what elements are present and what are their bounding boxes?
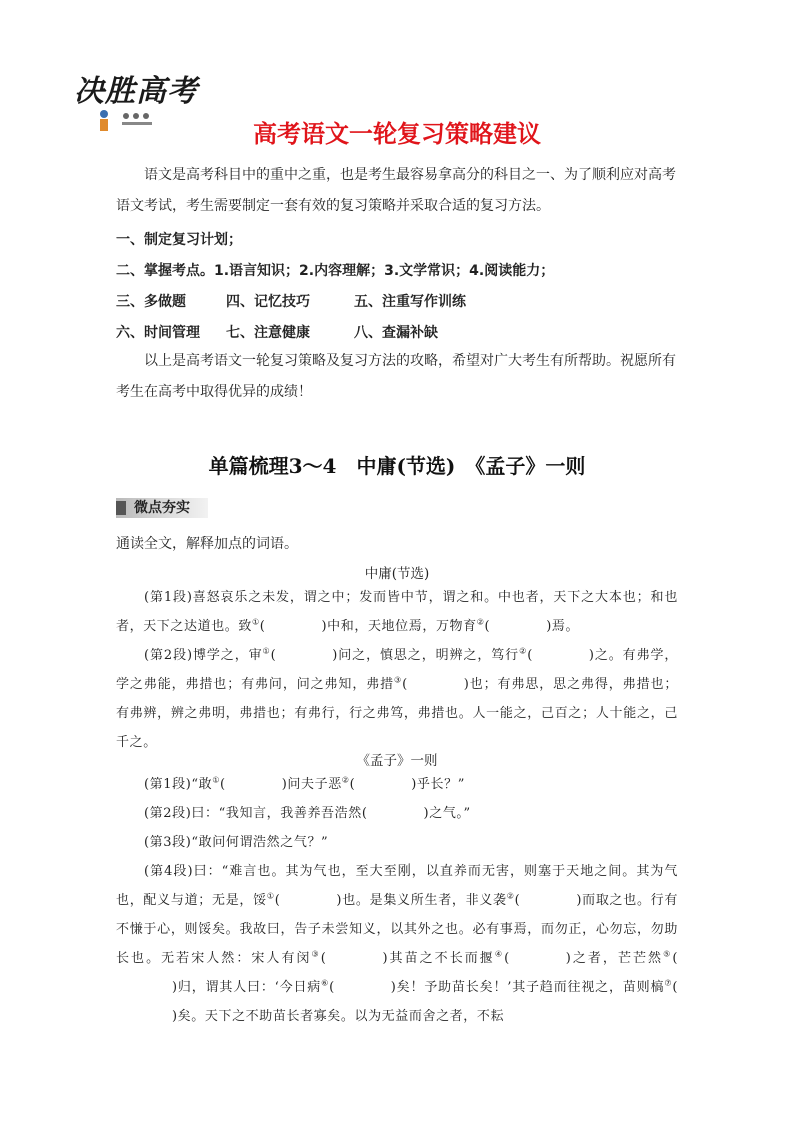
zhongyong-title: 中庸(节选)	[364, 566, 430, 582]
logo-text: 决胜高考	[74, 74, 198, 109]
section-tag	[116, 498, 208, 518]
mengzi-para-2: (第2段)曰：“我知言，我善养吾浩然( )之气。”	[144, 806, 471, 821]
intro-paragraph: 语文是高考科目中的重中之重，也是考生最容易拿高分的科目之一、为了顺利应对高考语文考试，考生需要制定一套有效的复习策略并采取合适的复习方法。	[116, 167, 676, 214]
point-7: 七、注意健康	[226, 325, 310, 341]
instruction: 通读全文，解释加点的词语。	[116, 536, 298, 552]
points-row-3	[116, 291, 466, 311]
tag-marker-icon	[116, 501, 126, 515]
point-5: 五、注重写作训练	[354, 294, 466, 310]
mengzi-para-4: (第4段)曰：“难言也。其为气也，至大至刚，以直养而无害，则塞于天地之间。其为气也，配义与道；无是，馁①( )也。是集义所生者，非义袭②( )而取之也。行有不慊于心，则馁矣。我故曰，告子未尝知义，以其外之也。必有事焉，而勿正，心勿忘，勿助长也。无若宋人然：宋人有闵③( )其苗之不长而揠④( )之者，芒芒然⑤()归，谓其人曰：‘今日病⑥( )矣！予助苗长矣！’其子趋而往视之，苗则槁⑦()矣。天下之不助苗长者寡矣。以为无益而舍之者，不耘	[116, 864, 678, 1024]
mengzi-para-1: (第1段)“敢①( )问夫子恶②( )乎长？”	[144, 775, 465, 792]
mengzi-text	[116, 770, 678, 1031]
mengzi-title: 《孟子》一则	[356, 753, 438, 769]
points-row-4	[116, 322, 438, 342]
zhongyong-para-1: (第1段)喜怒哀乐之未发，谓之中；发而皆中节，谓之和。中也者，天下之大本也；和也者，天下之达道也。致①( )中和，天地位焉，万物育②( )焉。	[116, 590, 678, 634]
section-title: 单篇梳理3～4 中庸(节选) 《孟子》一则	[208, 454, 586, 478]
page-title: 高考语文一轮复习策略建议	[253, 120, 541, 148]
zhongyong-text	[116, 583, 678, 757]
zhongyong-para-2: (第2段)博学之，审①( )问之，慎思之，明辨之，笃行②( )之。有弗学，学之弗能，弗措也；有弗问，问之弗知，弗措③( )也；有弗思，思之弗得，弗措也；有弗辨，辨之弗明，弗措也；有弗行，行之弗笃，弗措也。人一能之，己百之；人十能之，己千之。	[116, 646, 678, 750]
mengzi-para-3: (第3段)“敢问何谓浩然之气？”	[144, 835, 329, 850]
point-4: 四、记忆技巧	[226, 294, 310, 310]
point-1: 一、制定复习计划；	[116, 232, 242, 248]
outro-paragraph: 以上是高考语文一轮复习策略及复习方法的攻略，希望对广大考生有所帮助。祝愿所有考生在高考中取得优异的成绩！	[116, 353, 676, 400]
tag-label: 微点夯实	[134, 500, 190, 516]
point-2: 二、掌握考点。1.语言知识；2.内容理解；3.文学常识；4.阅读能力；	[116, 263, 555, 279]
point-6: 六、时间管理	[116, 325, 200, 341]
point-3: 三、多做题	[116, 294, 186, 310]
point-8: 八、查漏补缺	[354, 325, 438, 341]
